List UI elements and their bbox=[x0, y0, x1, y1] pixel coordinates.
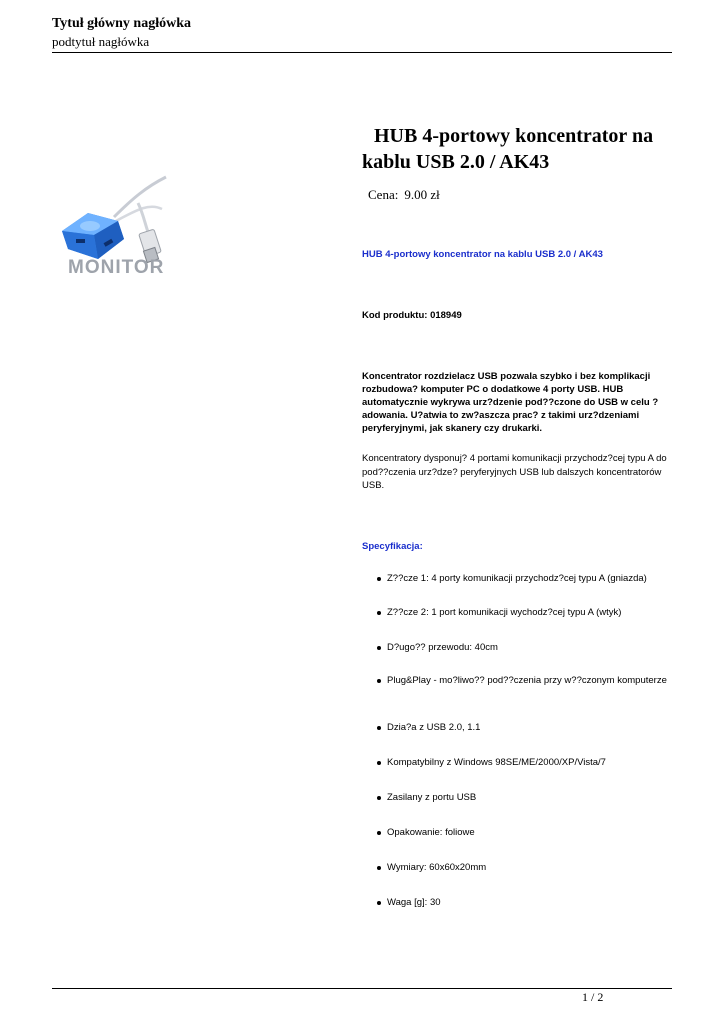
header-title: Tytuł główny nagłówka bbox=[52, 16, 191, 31]
price bbox=[368, 187, 440, 203]
usb-hub-icon bbox=[54, 169, 172, 287]
description-bold: Koncentrator rozdzielacz USB pozwala szybko i bez komplikacji rozbudowa? komputer PC o dodatkowe 4 porty USB. HUB automatycznie wykrywa urz?dzenie pod??czone do USB w celu ?adowania. U?atwia to zw?aszcza prac? z takimi urz?dzeniami peryferyjnymi, jak skanery czy drukarki. bbox=[362, 371, 659, 434]
spec-item: Wymiary: 60x60x20mm bbox=[387, 861, 677, 874]
price-label: Cena: bbox=[368, 187, 399, 202]
spec-item: Z??cze 1: 4 porty komunikacji przychodz?cej typu A (gniazda) bbox=[387, 572, 677, 585]
spec-heading: Specyfikacja: bbox=[362, 541, 423, 552]
page-number: 1 / 2 bbox=[582, 990, 604, 1004]
footer-divider bbox=[52, 988, 672, 989]
spec-item: Waga [g]: 30 bbox=[387, 896, 677, 909]
spec-item: Plug&Play - mo?liwo?? pod??czenia przy w??czonym komputerze bbox=[387, 674, 677, 687]
spec-item: Z??cze 2: 1 port komunikacji wychodz?cej typu A (wtyk) bbox=[387, 606, 677, 619]
spec-item: Zasilany z portu USB bbox=[387, 791, 677, 804]
spec-item: Opakowanie: foliowe bbox=[387, 826, 677, 839]
image-watermark: MONITOR bbox=[68, 257, 165, 278]
description-normal: Koncentratory dysponuj? 4 portami komunikacji przychodz?cej typu A do pod??czenia urz?dze? peryferyjnych USB lub dalszych koncentratorów USB. bbox=[362, 453, 667, 491]
header-divider bbox=[52, 52, 672, 53]
product-image bbox=[54, 169, 172, 287]
price-value: 9.00 zł bbox=[404, 187, 440, 202]
product-name-link[interactable]: HUB 4-portowy koncentrator na kablu USB 2.0 / AK43 bbox=[362, 249, 603, 260]
spec-item: Kompatybilny z Windows 98SE/ME/2000/XP/Vista/7 bbox=[387, 756, 677, 769]
spec-item: D?ugo?? przewodu: 40cm bbox=[387, 641, 677, 654]
header-subtitle: podtytuł nagłówka bbox=[52, 34, 150, 49]
product-title: HUB 4-portowy koncentrator na kablu USB 2.0 / AK43 bbox=[362, 125, 654, 173]
spec-item: Dzia?a z USB 2.0, 1.1 bbox=[387, 721, 677, 734]
product-code: Kod produktu: 018949 bbox=[362, 310, 462, 321]
